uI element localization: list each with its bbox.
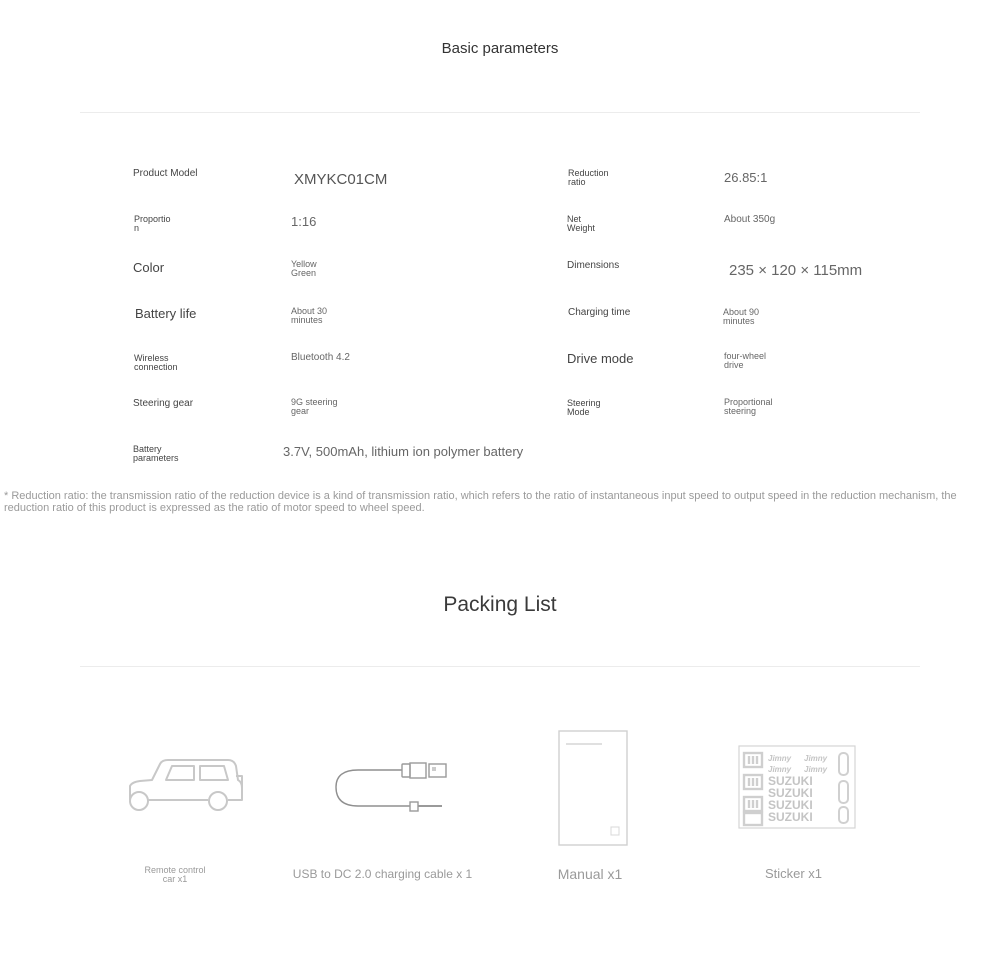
sticker-sheet-icon	[738, 745, 856, 834]
wireless-connection-label: Wireless connection	[134, 353, 178, 372]
manual-icon	[558, 730, 628, 851]
net-weight-value: About 350g	[724, 214, 776, 225]
wireless-connection-value: Bluetooth 4.2	[291, 352, 350, 363]
steering-gear-label: Steering gear	[133, 398, 194, 409]
reduction-ratio-label: Reduction ratio	[568, 168, 609, 187]
pack-label-car: Remote control car x1	[144, 865, 206, 884]
sticker-suzuki-text: SUZUKI	[768, 798, 813, 812]
product-model-label: Product Model	[133, 168, 198, 179]
sticker-suzuki-text: SUZUKI	[768, 774, 813, 788]
steering-gear-value: 9G steering gear	[291, 397, 338, 416]
pack-label-manual: Manual x1	[557, 866, 623, 882]
dimensions-label: Dimensions	[567, 260, 620, 271]
battery-parameters-label: Battery parameters	[133, 444, 179, 463]
reduction-ratio-value: 26.85:1	[724, 170, 768, 185]
sticker-suzuki-text: SUZUKI	[768, 786, 813, 800]
pack-label-cable: USB to DC 2.0 charging cable x 1	[292, 867, 473, 881]
sticker-jimny-text: Jimny	[768, 765, 792, 774]
charging-time-label: Charging time	[568, 307, 631, 318]
reduction-ratio-footnote: * Reduction ratio: the transmission ratio of the reduction device is a kind of transmission ratio, which refers to the ratio of instantaneous input speed to output speed in the reduction mechanism, the reduction ratio of this product is expressed as the ratio of motor speed to wheel speed.	[4, 490, 957, 514]
product-model-value: XMYKC01CM	[294, 171, 388, 188]
sticker-suzuki-text: SUZUKI	[768, 810, 813, 824]
battery-parameters-value: 3.7V, 500mAh, lithium ion polymer battery	[283, 444, 524, 459]
battery-life-label: Battery life	[135, 306, 197, 321]
sticker-jimny-text: Jimny	[804, 754, 828, 763]
packing-list-title: Packing List	[443, 593, 557, 616]
sticker-jimny-text: Jimny	[804, 765, 828, 774]
title-divider	[80, 112, 920, 113]
proportion-label: Proportio n	[134, 214, 171, 233]
dimensions-value: 235 × 120 × 115mm	[729, 262, 863, 279]
drive-mode-value: four-wheel drive	[724, 351, 767, 370]
packing-divider	[80, 666, 920, 667]
sticker-jimny-text: Jimny	[768, 754, 792, 763]
car-icon	[124, 754, 246, 823]
proportion-value: 1:16	[291, 214, 317, 229]
steering-mode-label: Steering Mode	[567, 398, 601, 417]
net-weight-label: Net Weight	[567, 214, 595, 233]
battery-life-value: About 30 minutes	[291, 306, 328, 325]
color-label: Color	[133, 260, 165, 275]
steering-mode-value: Proportional steering	[724, 397, 773, 416]
pack-label-sticker: Sticker x1	[764, 866, 823, 881]
charging-time-value: About 90 minutes	[723, 307, 760, 326]
color-value: Yellow Green	[291, 259, 317, 278]
basic-parameters-title: Basic parameters	[441, 40, 559, 57]
cable-icon	[330, 756, 450, 821]
drive-mode-label: Drive mode	[567, 351, 634, 366]
